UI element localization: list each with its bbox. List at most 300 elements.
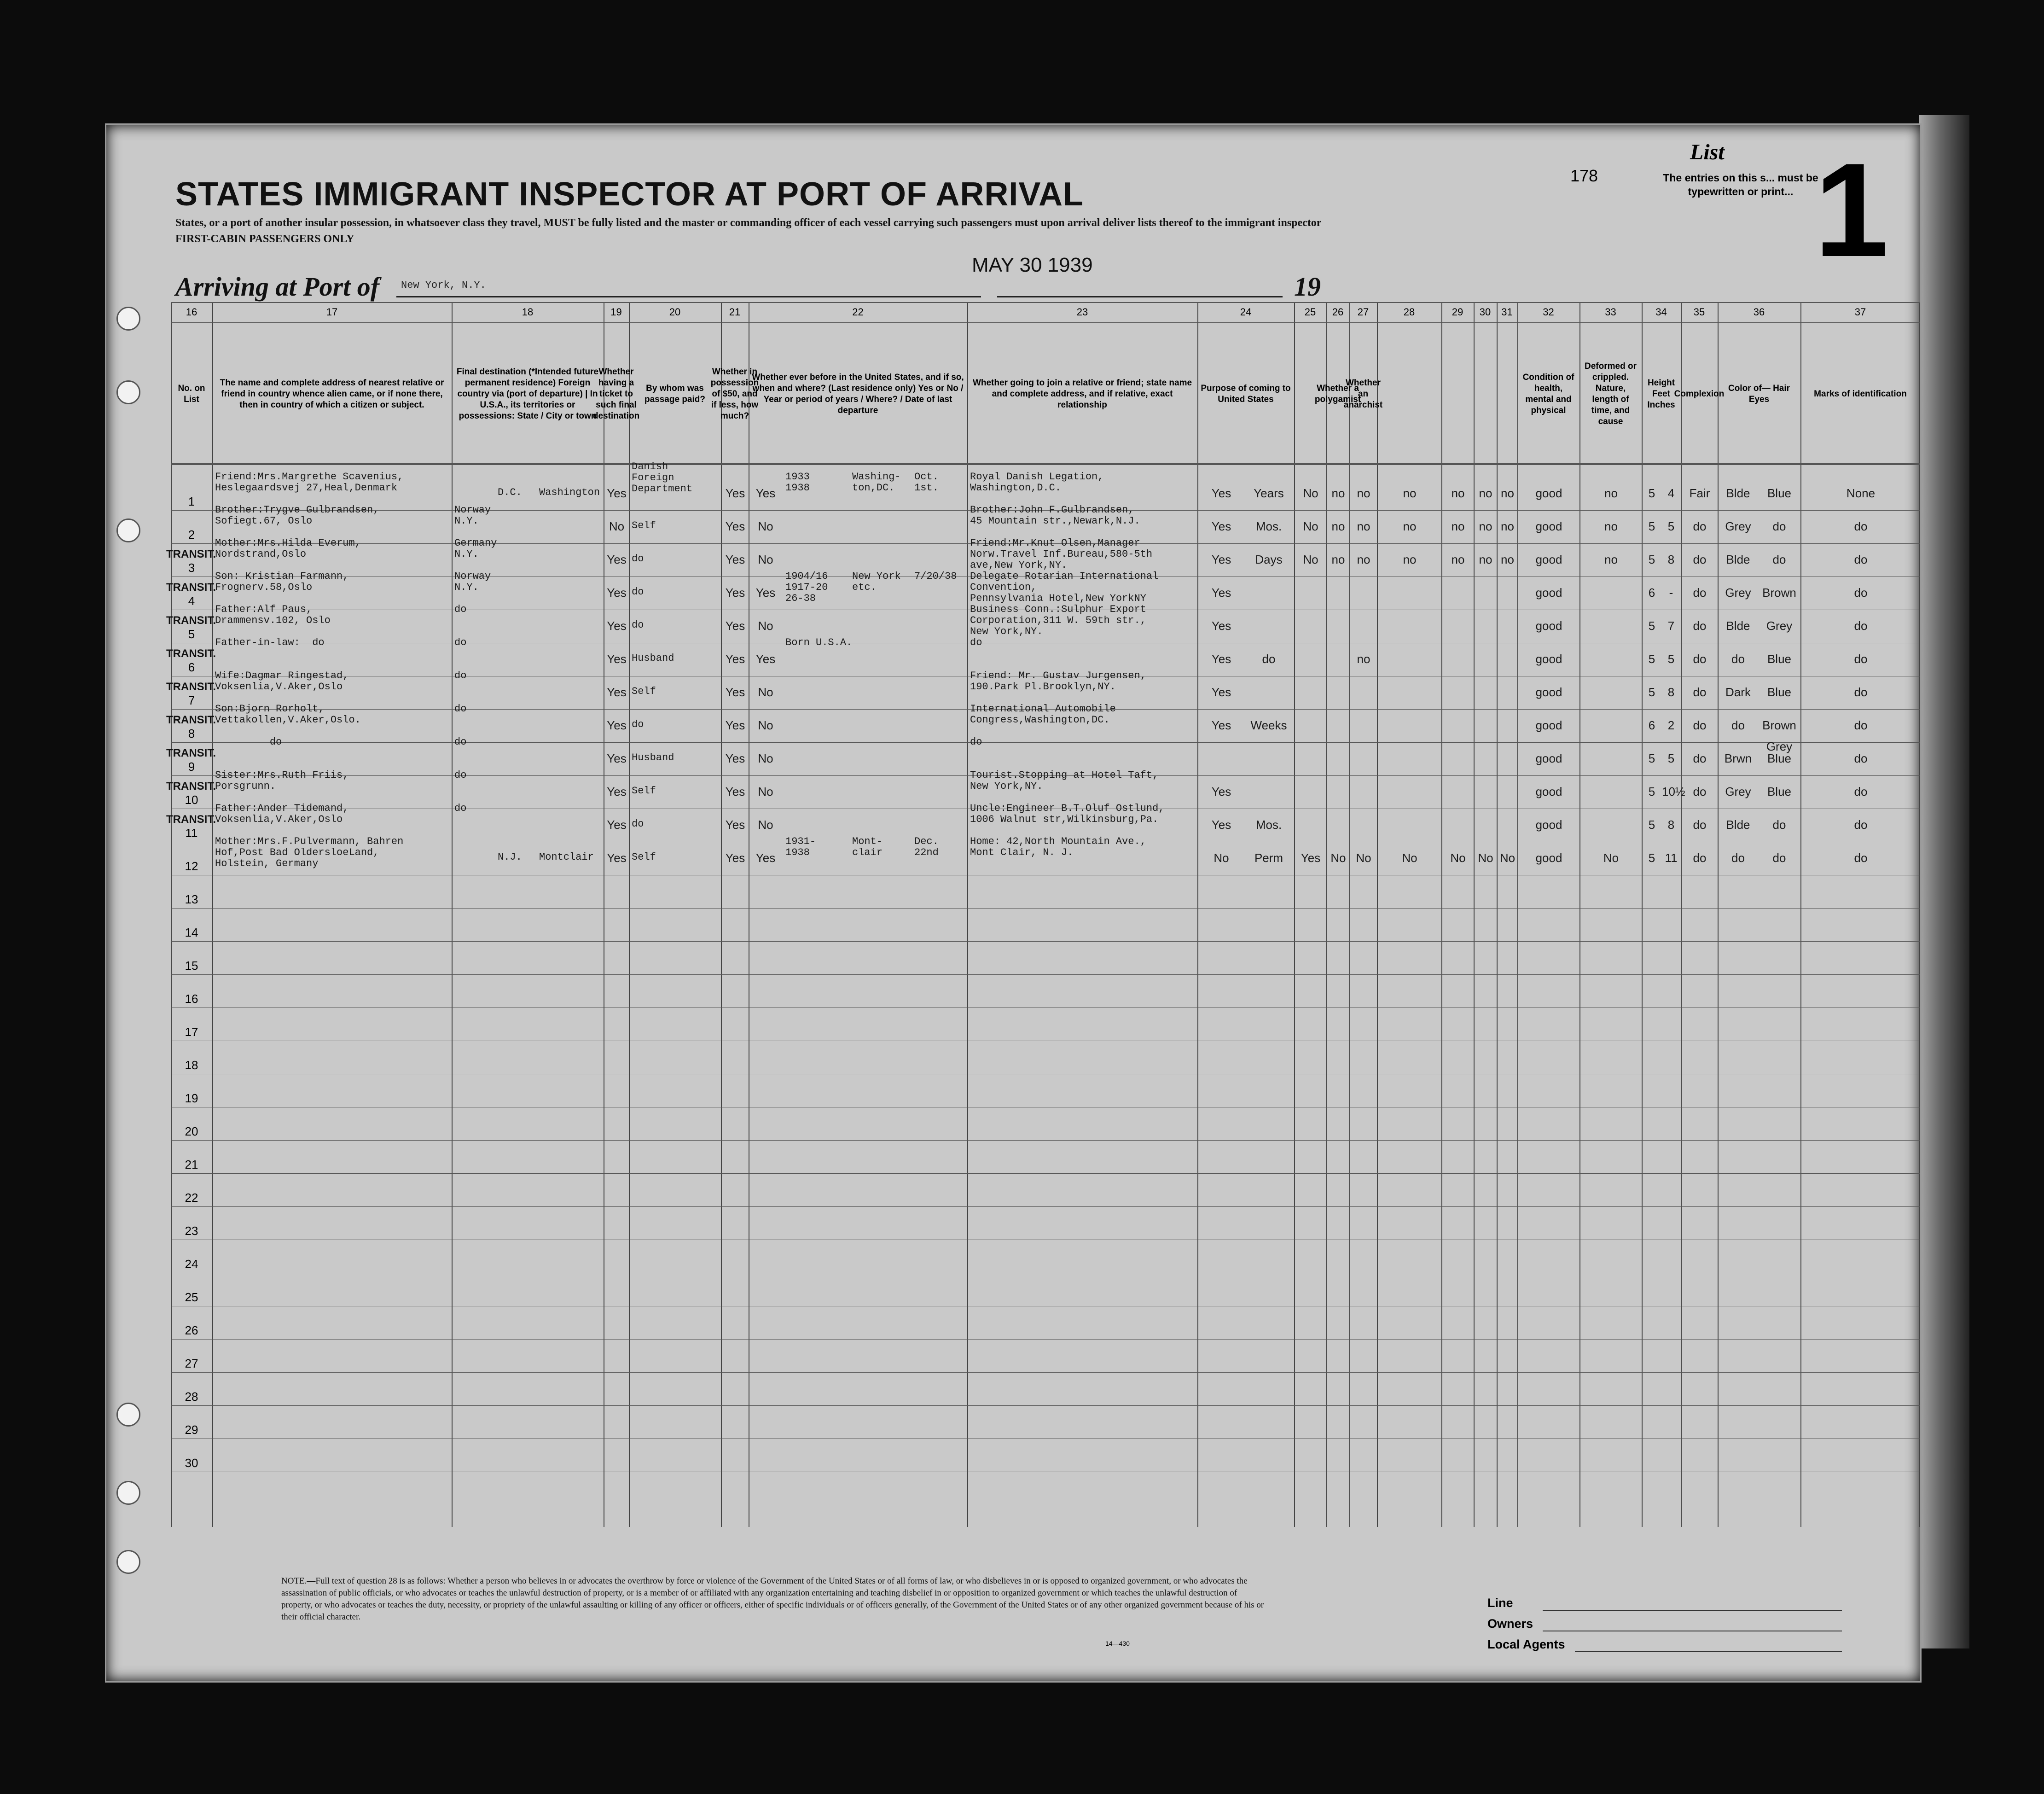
column-number: 36: [1753, 306, 1765, 318]
row-number: 8: [188, 727, 195, 740]
joining-relative: Home: 42,North Mountain Ave., Mont Clair, N. J.: [970, 836, 1146, 858]
column-divider: [1579, 302, 1580, 1527]
relative-address: Sister:Mrs.Ruth Friis, Porsgrunn.: [215, 769, 349, 792]
punch-hole: [116, 1550, 140, 1574]
form-code: 14—430: [1105, 1640, 1130, 1647]
hair-color: Grey: [1725, 586, 1751, 600]
column-number: 26: [1332, 306, 1344, 318]
hair-color: do: [1731, 652, 1745, 666]
row-number: 10: [185, 793, 198, 807]
height-feet: 5: [1648, 818, 1655, 832]
column-number: 27: [1357, 306, 1369, 318]
passage-paid-by: do: [632, 553, 644, 565]
column-number: 28: [1403, 306, 1415, 318]
height-inches: 11: [1665, 851, 1678, 865]
column-header: Deformed or crippled. Nature, length of time, and cause: [1585, 361, 1637, 426]
final-destination-via: do: [454, 604, 467, 615]
identification-marks: do: [1854, 751, 1868, 765]
ticket-answer: Yes: [607, 785, 627, 798]
column-header: Purpose of coming to United States: [1201, 384, 1291, 404]
column-header: No. on List: [178, 384, 205, 404]
column-number: 30: [1479, 306, 1491, 318]
hair-color: Blde: [1726, 818, 1750, 832]
row-number: 9: [188, 760, 195, 774]
height-inches: 5: [1667, 652, 1675, 666]
purpose-answer: Yes: [1211, 785, 1231, 798]
date-stamp: MAY 30 1939: [972, 254, 1093, 276]
row-number: 22: [185, 1191, 198, 1205]
purpose-answer: Yes: [1211, 553, 1231, 566]
health-condition: good: [1535, 553, 1562, 566]
previously-in-us: Yes: [755, 586, 776, 600]
complexion: do: [1693, 553, 1707, 566]
column-header: [1475, 325, 1495, 463]
column-number: 25: [1304, 306, 1316, 318]
money-answer: Yes: [725, 553, 745, 566]
relative-address: Mother:Mrs.F.Pulvermann, Bahren Hof,Post Bad OldersloeLand, Holstein, Germany: [215, 836, 404, 869]
punch-hole: [116, 307, 140, 331]
column-divider: [212, 302, 213, 1527]
column-header: [1443, 325, 1472, 463]
height-inches: 10½: [1662, 785, 1685, 798]
purpose-answer: Yes: [1211, 685, 1231, 699]
transit-mark: TRANSIT.: [166, 813, 216, 826]
passage-paid-by: do: [632, 619, 644, 631]
identification-marks: do: [1854, 718, 1868, 732]
row-rule: [171, 1372, 1920, 1373]
column-number: 16: [186, 306, 197, 318]
eye-color: Blue: [1767, 685, 1792, 699]
height-inches: 8: [1667, 685, 1675, 699]
hair-color: do: [1731, 851, 1745, 865]
row-number: 14: [185, 926, 198, 939]
q30-answer: no: [1479, 553, 1492, 566]
final-destination-via: Germany N.Y.: [454, 537, 497, 560]
footnote-q28: NOTE.—Full text of question 28 is as follows: Whether a person who believes in or advocates the overthrow by force or violence of the Government of the United States or of all forms of law, or who disbelieves in or is opposed to organized government, or who advocates the assassination of public officials, or who advocates or teaches the unlawful destruction of property, or is a member of or affiliated with any organization entertaining and teaching disbelief in or opposition to organized government or which teaches the unlawful destruction of property, or who advocates or teaches the duty, necessity, or propriety of the unlawful assaulting or killing of any officer or officers, either of specific individuals or of officers generally, of the Government of the United States or of any other organized government because of his or their official character.: [281, 1576, 1264, 1622]
column-header: The name and complete address of nearest relative or friend in country whence alien came, or if none there, then in country of which a citizen or subject.: [220, 378, 444, 410]
complexion: do: [1693, 851, 1707, 865]
previously-in-us: No: [758, 718, 773, 732]
row-rule: [171, 463, 1920, 464]
transit-mark: TRANSIT.: [166, 548, 216, 560]
previously-in-us: Yes: [755, 652, 776, 666]
row-number: 28: [185, 1390, 198, 1404]
column-header: Whether having a ticket to such final destination: [592, 367, 640, 421]
column-number: 33: [1605, 306, 1616, 318]
row-number: 29: [185, 1423, 198, 1437]
final-destination-via: do: [454, 803, 467, 814]
column-header: [1379, 325, 1440, 463]
eye-color: Brown: [1762, 586, 1796, 600]
hair-color: Grey: [1725, 519, 1751, 533]
last-departure: Dec. 22nd: [914, 836, 939, 858]
row-number: 11: [185, 826, 198, 840]
previously-in-us: No: [758, 519, 773, 533]
height-feet: 5: [1648, 519, 1655, 533]
complexion: do: [1693, 519, 1707, 533]
line-label: Line: [1487, 1596, 1513, 1610]
ticket-answer: Yes: [607, 486, 627, 500]
manifest-table: [166, 302, 1920, 1527]
final-destination-state: D.C.: [498, 487, 522, 498]
q31-answer: no: [1501, 553, 1514, 566]
manifest-sheet: [105, 123, 1922, 1683]
eye-color: do: [1772, 851, 1786, 865]
joining-relative: Royal Danish Legation, Washington,D.C.: [970, 471, 1104, 494]
q29-answer: no: [1451, 486, 1465, 500]
transit-mark: TRANSIT.: [166, 581, 216, 594]
form-title: STATES IMMIGRANT INSPECTOR AT PORT OF ARRIVAL: [175, 176, 1084, 213]
hair-color: Grey: [1725, 785, 1751, 798]
column-number: 18: [522, 306, 534, 318]
column-divider: [1497, 302, 1498, 1527]
transit-mark: TRANSIT.: [166, 780, 216, 792]
health-condition: good: [1535, 818, 1562, 832]
class-line: FIRST-CABIN PASSENGERS ONLY: [175, 233, 354, 245]
length-of-stay: Days: [1255, 553, 1283, 566]
row-number: 4: [188, 594, 195, 608]
column-number: 37: [1854, 306, 1866, 318]
joining-relative: Uncle:Engineer B.T.Oluf Ostlund, 1006 Walnut str,Wilkinsburg,Pa.: [970, 803, 1165, 825]
column-header: Condition of health, mental and physical: [1522, 373, 1574, 415]
column-number: 17: [326, 306, 338, 318]
list-note: The entries on this s... must be typewritten or print...: [1663, 172, 1818, 198]
eye-color: Grey Blue: [1766, 740, 1793, 765]
list-label: List: [1690, 140, 1725, 164]
ticket-answer: Yes: [607, 818, 627, 832]
money-answer: Yes: [725, 586, 745, 600]
hair-color: Blde: [1726, 619, 1750, 633]
q25-answer: Yes: [1301, 851, 1321, 865]
q28-answer: no: [1403, 519, 1417, 533]
agents-rule: [1575, 1651, 1842, 1652]
length-of-stay: Weeks: [1250, 718, 1287, 732]
row-number: 27: [185, 1357, 198, 1370]
form-subtitle: States, or a port of another insular possession, in whatsoever class they travel, MUST be fully listed and the master or commanding officer of each vessel carrying such passengers must upon arrival deliver lists thereof to the immigrant inspector: [175, 217, 1322, 229]
purpose-answer: Yes: [1211, 718, 1231, 732]
column-header: Whether going to join a relative or friend; state name and complete address, and if relative, exact relationship: [972, 378, 1192, 410]
health-condition: good: [1535, 519, 1562, 533]
punch-hole: [116, 1403, 140, 1427]
relative-address: Father:Ander Tidemand, Voksenlia,V.Aker,Oslo: [215, 803, 349, 825]
column-header: [1498, 325, 1516, 463]
previously-in-us: No: [758, 818, 773, 832]
final-destination-via: do: [454, 769, 467, 781]
money-answer: Yes: [725, 718, 745, 732]
previous-where: Mont- clair: [852, 836, 883, 858]
row-rule: [171, 908, 1920, 909]
purpose-answer: Yes: [1211, 818, 1231, 832]
passage-paid-by: Self: [632, 785, 656, 797]
deformed-answer: No: [1603, 851, 1619, 865]
column-divider: [1800, 302, 1801, 1527]
deformed-answer: no: [1604, 519, 1618, 533]
purpose-answer: Yes: [1211, 586, 1231, 600]
row-number: 18: [185, 1058, 198, 1072]
health-condition: good: [1535, 619, 1562, 633]
previous-years: Born U.S.A.: [785, 637, 853, 648]
row-number: 2: [188, 528, 195, 542]
length-of-stay: Perm: [1254, 851, 1283, 865]
ticket-answer: Yes: [607, 652, 627, 666]
line-rule: [1543, 1610, 1842, 1611]
final-destination-via: do: [454, 703, 467, 715]
hair-color: Brwn: [1724, 751, 1752, 765]
relative-address: Wife:Dagmar Ringestad, Voksenlia,V.Aker,Oslo: [215, 670, 349, 693]
previous-years: 1931- 1938: [785, 836, 816, 858]
relative-address: Father:Alf Paus, Drammensv.102, Oslo: [215, 604, 331, 626]
deformed-answer: no: [1604, 553, 1618, 566]
complexion: do: [1693, 818, 1707, 832]
previously-in-us: No: [758, 685, 773, 699]
column-divider: [1326, 302, 1327, 1527]
q30-answer: no: [1479, 486, 1492, 500]
column-header: Color of— Hair Eyes: [1728, 384, 1790, 404]
row-rule: [171, 941, 1920, 942]
row-rule: [171, 1405, 1920, 1406]
row-rule: [171, 1206, 1920, 1207]
page-number: 178: [1570, 166, 1598, 185]
passage-paid-by: do: [632, 586, 644, 598]
row-rule: [171, 974, 1920, 975]
q30-answer: No: [1478, 851, 1493, 865]
identification-marks: do: [1854, 519, 1868, 533]
row-number: 21: [185, 1158, 198, 1171]
column-divider: [1681, 302, 1682, 1527]
health-condition: good: [1535, 851, 1562, 865]
purpose-answer: Yes: [1211, 486, 1231, 500]
joining-relative: Delegate Rotarian International Convention, Pennsylvania Hotel,New YorkNY: [970, 571, 1159, 604]
row-number: 17: [185, 1025, 198, 1039]
height-inches: 5: [1667, 751, 1675, 765]
height-feet: 5: [1648, 785, 1655, 798]
row-number: 12: [185, 859, 198, 873]
money-answer: Yes: [725, 851, 745, 865]
previously-in-us: No: [758, 619, 773, 633]
money-answer: Yes: [725, 751, 745, 765]
previous-years: 1904/16 1917-20 26-38: [785, 571, 828, 604]
column-divider: [1294, 302, 1295, 1527]
complexion: Fair: [1689, 486, 1710, 500]
joining-relative: Tourist.Stopping at Hotel Taft, New York,NY.: [970, 769, 1159, 792]
identification-marks: None: [1846, 486, 1876, 500]
column-divider: [1377, 302, 1378, 1527]
list-number: 1: [1814, 135, 1889, 285]
relative-address: Mother:Mrs.Hilda Everum, Nordstrand,Oslo: [215, 537, 361, 560]
height-inches: 5: [1667, 519, 1675, 533]
column-number: 32: [1543, 306, 1554, 318]
ticket-answer: Yes: [607, 685, 627, 699]
punch-hole: [116, 1481, 140, 1505]
q29-answer: No: [1450, 851, 1466, 865]
passage-paid-by: do: [632, 818, 644, 830]
final-destination-via: do: [454, 736, 467, 748]
money-answer: Yes: [725, 818, 745, 832]
q25-answer: No: [1303, 519, 1318, 533]
row-rule: [171, 1173, 1920, 1174]
final-destination-via: Norway N.Y.: [454, 571, 491, 593]
ticket-answer: Yes: [607, 586, 627, 600]
transit-mark: TRANSIT.: [166, 714, 216, 726]
length-of-stay: Mos.: [1255, 519, 1282, 533]
identification-marks: do: [1854, 586, 1868, 600]
relative-address: Son: Kristian Farmann, Frognerv.58,Oslo: [215, 571, 349, 593]
column-header: Height Feet Inches: [1647, 378, 1675, 410]
last-departure: 7/20/38: [914, 571, 957, 582]
final-destination-city: Montclair: [539, 851, 594, 863]
row-number: 25: [185, 1290, 198, 1304]
row-number: 16: [185, 992, 198, 1006]
column-number: 20: [669, 306, 681, 318]
column-header: Whether an anarchist: [1343, 378, 1383, 410]
relative-address: Father-in-law: do: [215, 637, 325, 648]
identification-marks: do: [1854, 652, 1868, 666]
deformed-answer: no: [1604, 486, 1618, 500]
q29-answer: no: [1451, 519, 1465, 533]
final-destination-via: do: [454, 670, 467, 681]
transit-mark: TRANSIT.: [166, 614, 216, 627]
polygamist-answer: no: [1331, 519, 1345, 533]
column-number: 31: [1501, 306, 1513, 318]
height-inches: 7: [1667, 619, 1675, 633]
row-number: 1: [188, 495, 195, 508]
height-feet: 6: [1648, 586, 1655, 600]
identification-marks: do: [1854, 685, 1868, 699]
q25-answer: No: [1303, 553, 1318, 566]
joining-relative: Business Conn.:Sulphur Export Corporation,311 W. 59th str., New York,NY.: [970, 604, 1146, 637]
row-number: 26: [185, 1323, 198, 1337]
row-number: 20: [185, 1124, 198, 1138]
joining-relative: do: [970, 637, 982, 648]
transit-mark: TRANSIT.: [166, 647, 216, 660]
length-of-stay: Years: [1254, 486, 1284, 500]
ticket-answer: Yes: [607, 718, 627, 732]
previous-where: New York etc.: [852, 571, 901, 593]
length-of-stay: do: [1262, 652, 1276, 666]
relative-address: Brother:Trygve Gulbrandsen, Sofiegt.67, Oslo: [215, 504, 379, 527]
column-number: 23: [1076, 306, 1088, 318]
complexion: do: [1693, 652, 1707, 666]
height-inches: -: [1669, 586, 1673, 600]
final-destination-via: do: [454, 637, 467, 648]
q31-answer: no: [1501, 519, 1514, 533]
row-number: 3: [188, 561, 195, 575]
height-feet: 5: [1648, 486, 1655, 500]
eye-color: Blue: [1767, 652, 1792, 666]
hair-color: do: [1731, 718, 1745, 732]
joining-relative: do: [970, 736, 982, 748]
column-divider: [1197, 302, 1198, 1527]
anarchist-answer: No: [1356, 851, 1371, 865]
previous-where: Washing- ton,DC.: [852, 471, 901, 494]
punch-hole: [116, 518, 140, 542]
passage-paid-by: Husband: [632, 652, 674, 664]
page-edge: [1919, 115, 1969, 1648]
joining-relative: Brother:John F.Gulbrandsen, 45 Mountain str.,Newark,N.J.: [970, 504, 1140, 527]
column-divider: [967, 302, 968, 1527]
money-answer: Yes: [725, 486, 745, 500]
previously-in-us: Yes: [755, 486, 776, 500]
health-condition: good: [1535, 685, 1562, 699]
money-answer: Yes: [725, 652, 745, 666]
height-feet: 5: [1648, 685, 1655, 699]
column-number: 34: [1655, 306, 1667, 318]
polygamist-answer: no: [1331, 486, 1345, 500]
row-number: 5: [188, 627, 195, 641]
identification-marks: do: [1854, 818, 1868, 832]
column-header: Complexion: [1674, 389, 1725, 399]
health-condition: good: [1535, 486, 1562, 500]
previous-years: 1933 1938: [785, 471, 810, 494]
height-inches: 8: [1667, 818, 1675, 832]
column-number: 29: [1452, 306, 1463, 318]
column-divider: [1919, 302, 1920, 1527]
row-rule: [171, 1339, 1920, 1340]
row-rule: [171, 1140, 1920, 1141]
column-header: Whether ever before in the United States, and if so, when and where? (Last residence only) Yes or No / Year or period of years / Where? / Date of last departure: [752, 373, 964, 415]
arrival-port: New York, N.Y.: [401, 280, 486, 291]
anarchist-answer: no: [1357, 486, 1370, 500]
column-header: Final destination (*Intended future permanent residence) Foreign country via (port of departure) | In U.S.A., its territories or possessions: State / City or town: [456, 367, 599, 421]
purpose-answer: No: [1214, 851, 1229, 865]
q25-answer: No: [1303, 486, 1318, 500]
length-of-stay: Mos.: [1255, 818, 1282, 832]
joining-relative: Friend:Mr.Knut Olsen,Manager Norw.Travel Inf.Bureau,580-5th ave,New York,NY.: [970, 537, 1153, 571]
eye-color: Blue: [1767, 486, 1792, 500]
q30-answer: no: [1479, 519, 1492, 533]
eye-color: do: [1772, 519, 1786, 533]
eye-color: do: [1772, 818, 1786, 832]
polygamist-answer: No: [1330, 851, 1346, 865]
row-number: 19: [185, 1091, 198, 1105]
previously-in-us: No: [758, 553, 773, 566]
height-inches: 4: [1667, 486, 1675, 500]
hair-color: Dark: [1725, 685, 1751, 699]
ticket-answer: No: [609, 519, 625, 533]
row-number: 15: [185, 959, 198, 973]
money-answer: Yes: [725, 519, 745, 533]
row-number: 30: [185, 1456, 198, 1470]
column-header: Marks of identification: [1814, 389, 1907, 399]
ticket-answer: Yes: [607, 851, 627, 865]
ticket-answer: Yes: [607, 553, 627, 566]
q28-answer: No: [1402, 851, 1417, 865]
previously-in-us: No: [758, 751, 773, 765]
column-number: 24: [1240, 306, 1252, 318]
complexion: do: [1693, 785, 1707, 798]
hair-color: Blde: [1726, 553, 1750, 566]
joining-relative: Friend: Mr. Gustav Jurgensen, 190.Park Pl.Brooklyn,NY.: [970, 670, 1146, 693]
arriving-label: Arriving at Port of: [175, 272, 380, 302]
complexion: do: [1693, 751, 1707, 765]
identification-marks: do: [1854, 619, 1868, 633]
q29-answer: no: [1451, 553, 1465, 566]
money-answer: Yes: [725, 785, 745, 798]
joining-relative: International Automobile Congress,Washington,DC.: [970, 703, 1116, 726]
column-divider: [1642, 302, 1643, 1527]
row-number: 24: [185, 1257, 198, 1271]
height-feet: 5: [1648, 751, 1655, 765]
hair-color: Blde: [1726, 486, 1750, 500]
anarchist-answer: no: [1357, 652, 1370, 666]
final-destination-city: Washington: [539, 487, 600, 498]
eye-color: Blue: [1767, 785, 1792, 798]
complexion: do: [1693, 586, 1707, 600]
year-prefix: 19: [1294, 272, 1321, 302]
height-inches: 2: [1667, 718, 1675, 732]
height-feet: 6: [1648, 718, 1655, 732]
column-number: 22: [852, 306, 864, 318]
